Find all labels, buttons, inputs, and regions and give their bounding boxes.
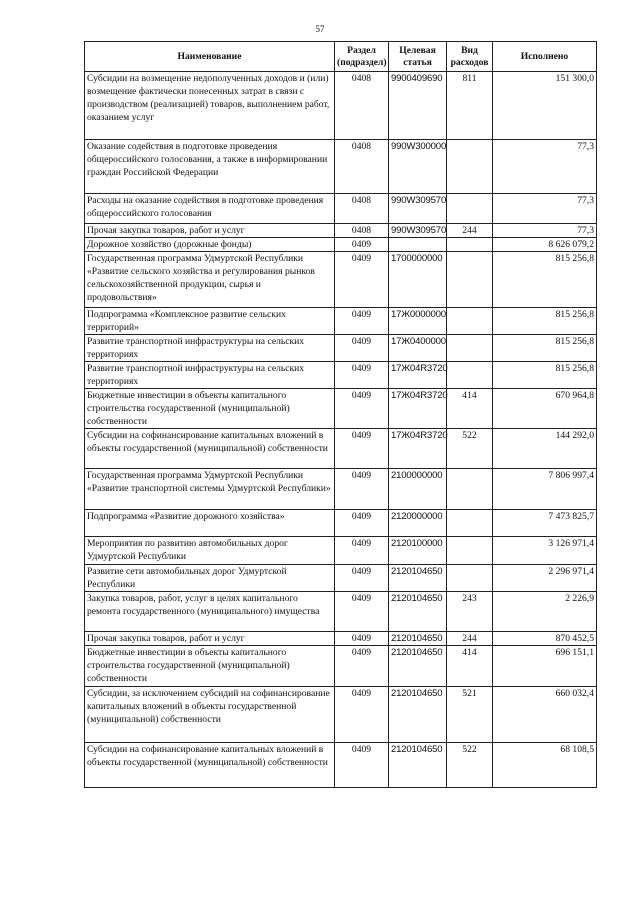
cell-section: 0409 [335,308,389,335]
cell-section: 0409 [335,687,389,743]
cell-section: 0409 [335,335,389,362]
cell-type [447,194,493,224]
table-row [85,194,597,224]
cell-done: 815 256,8 [493,335,597,362]
table-row [85,362,597,389]
cell-target: 2120104650 [389,687,447,743]
budget-table [84,41,597,788]
cell-target: 17Ж0400000 [389,335,447,362]
cell-name: Субсидии на софинансирование капитальных вложений в объекты государственной (муниципальной) собственности [85,429,335,469]
cell-type [447,308,493,335]
table-row [85,238,597,252]
table-row [85,632,597,646]
cell-name: Бюджетные инвестиции в объекты капитального строительства государственной (муниципальной) собственности [85,646,335,687]
cell-name: Субсидии, за исключением субсидий на софинансирование капитальных вложений в объекты государственной (муниципальной) собственности [85,687,335,743]
header-target: Целевая статья [389,42,447,72]
cell-target: 2120104650 [389,632,447,646]
cell-done: 3 126 971,4 [493,537,597,565]
table-row [85,565,597,592]
cell-target: 1700000000 [389,252,447,308]
cell-name: Мероприятия по развитию автомобильных дорог Удмуртской Республики [85,537,335,565]
cell-done: 815 256,8 [493,308,597,335]
cell-type: 244 [447,224,493,238]
table-header-row [85,42,597,72]
cell-done: 2 296 971,4 [493,565,597,592]
cell-type: 521 [447,687,493,743]
cell-target: 2120000000 [389,510,447,537]
cell-done: 815 256,8 [493,252,597,308]
cell-done: 7 806 997,4 [493,469,597,510]
cell-done: 2 226,9 [493,592,597,632]
header-section: Раздел (подраздел) [335,42,389,72]
cell-section: 0408 [335,194,389,224]
cell-target: 17Ж04R3720 [389,362,447,389]
cell-name: Субсидии на возмещение недополученных доходов и (или) возмещение фактически понесенных затрат в связи с производством (реализацией) товаров, выполнением работ, оказанием услуг [85,72,335,140]
cell-type: 522 [447,429,493,469]
table-row [85,743,597,788]
cell-section: 0409 [335,646,389,687]
cell-done: 144 292,0 [493,429,597,469]
cell-target: 9900409690 [389,72,447,140]
cell-done: 670 964,8 [493,389,597,429]
cell-done: 7 473 825,7 [493,510,597,537]
cell-type: 244 [447,632,493,646]
cell-done: 68 108,5 [493,743,597,788]
cell-name: Оказание содействия в подготовке проведения общероссийского голосования, а также в информировании граждан Российской Федерации [85,140,335,194]
cell-target: 2100000000 [389,469,447,510]
cell-section: 0409 [335,469,389,510]
cell-name: Развитие транспортной инфраструктуры на сельских территориях [85,362,335,389]
cell-name: Подпрограмма «Развитие дорожного хозяйства» [85,510,335,537]
cell-type [447,140,493,194]
cell-section: 0409 [335,362,389,389]
cell-done: 77,3 [493,224,597,238]
cell-name: Бюджетные инвестиции в объекты капитального строительства государственной (муниципальной) собственности [85,389,335,429]
cell-type: 811 [447,72,493,140]
cell-type [447,469,493,510]
cell-target: 990W309570 [389,194,447,224]
cell-section: 0408 [335,72,389,140]
cell-done: 77,3 [493,194,597,224]
cell-name: Субсидии на софинансирование капитальных вложений в объекты государственной (муниципальной) собственности [85,743,335,788]
cell-type: 414 [447,646,493,687]
cell-done: 696 151,1 [493,646,597,687]
cell-section: 0409 [335,565,389,592]
cell-section: 0408 [335,140,389,194]
cell-name: Развитие сети автомобильных дорог Удмуртской Республики [85,565,335,592]
cell-section: 0409 [335,510,389,537]
cell-done: 870 452,5 [493,632,597,646]
cell-name: Прочая закупка товаров, работ и услуг [85,632,335,646]
cell-section: 0408 [335,224,389,238]
cell-section: 0409 [335,743,389,788]
cell-type [447,238,493,252]
table-row [85,592,597,632]
cell-section: 0409 [335,592,389,632]
table-row [85,252,597,308]
cell-name: Закупка товаров, работ, услуг в целях капитального ремонта государственного (муниципального) имущества [85,592,335,632]
cell-done: 151 300,0 [493,72,597,140]
cell-section: 0409 [335,429,389,469]
table-row [85,72,597,140]
cell-type [447,252,493,308]
cell-type: 243 [447,592,493,632]
cell-target: 2120104650 [389,743,447,788]
table-row [85,429,597,469]
cell-type [447,362,493,389]
cell-target: 2120100000 [389,537,447,565]
cell-name: Развитие транспортной инфраструктуры на сельских территориях [85,335,335,362]
cell-type [447,565,493,592]
table-row [85,308,597,335]
table-row [85,510,597,537]
cell-section: 0409 [335,389,389,429]
table-row [85,140,597,194]
cell-name: Прочая закупка товаров, работ и услуг [85,224,335,238]
cell-section: 0409 [335,252,389,308]
table-row [85,646,597,687]
cell-name: Дорожное хозяйство (дорожные фонды) [85,238,335,252]
cell-target: 2120104650 [389,592,447,632]
cell-target [389,238,447,252]
cell-type [447,537,493,565]
header-done: Исполнено [493,42,597,72]
cell-name: Государственная программа Удмуртской Республики «Развитие сельского хозяйства и регулирования рынков сельскохозяйственной продукции, сырья и продовольствия» [85,252,335,308]
table-row [85,389,597,429]
cell-section: 0409 [335,632,389,646]
cell-type [447,510,493,537]
cell-section: 0409 [335,238,389,252]
table-row [85,687,597,743]
cell-name: Расходы на оказание содействия в подготовке проведения общероссийского голосования [85,194,335,224]
cell-name: Государственная программа Удмуртской Республики «Развитие транспортной системы Удмуртской Республики» [85,469,335,510]
page-number: 57 [315,24,325,34]
cell-type: 414 [447,389,493,429]
table-row [85,537,597,565]
cell-done: 77,3 [493,140,597,194]
cell-section: 0409 [335,537,389,565]
cell-type: 522 [447,743,493,788]
cell-target: 990W300000 [389,140,447,194]
table-row [85,335,597,362]
cell-name: Подпрограмма «Комплексное развитие сельских территорий» [85,308,335,335]
cell-target: 2120104650 [389,565,447,592]
cell-done: 660 032,4 [493,687,597,743]
cell-type [447,335,493,362]
cell-done: 8 626 079,2 [493,238,597,252]
table-row [85,469,597,510]
cell-target: 17Ж04R3720 [389,429,447,469]
cell-target: 2120104650 [389,646,447,687]
cell-done: 815 256,8 [493,362,597,389]
cell-target: 17Ж0000000 [389,308,447,335]
cell-target: 990W309570 [389,224,447,238]
cell-target: 17Ж04R3720 [389,389,447,429]
table-row [85,224,597,238]
header-type: Вид расходов [447,42,493,72]
header-name: Наименование [85,42,335,72]
